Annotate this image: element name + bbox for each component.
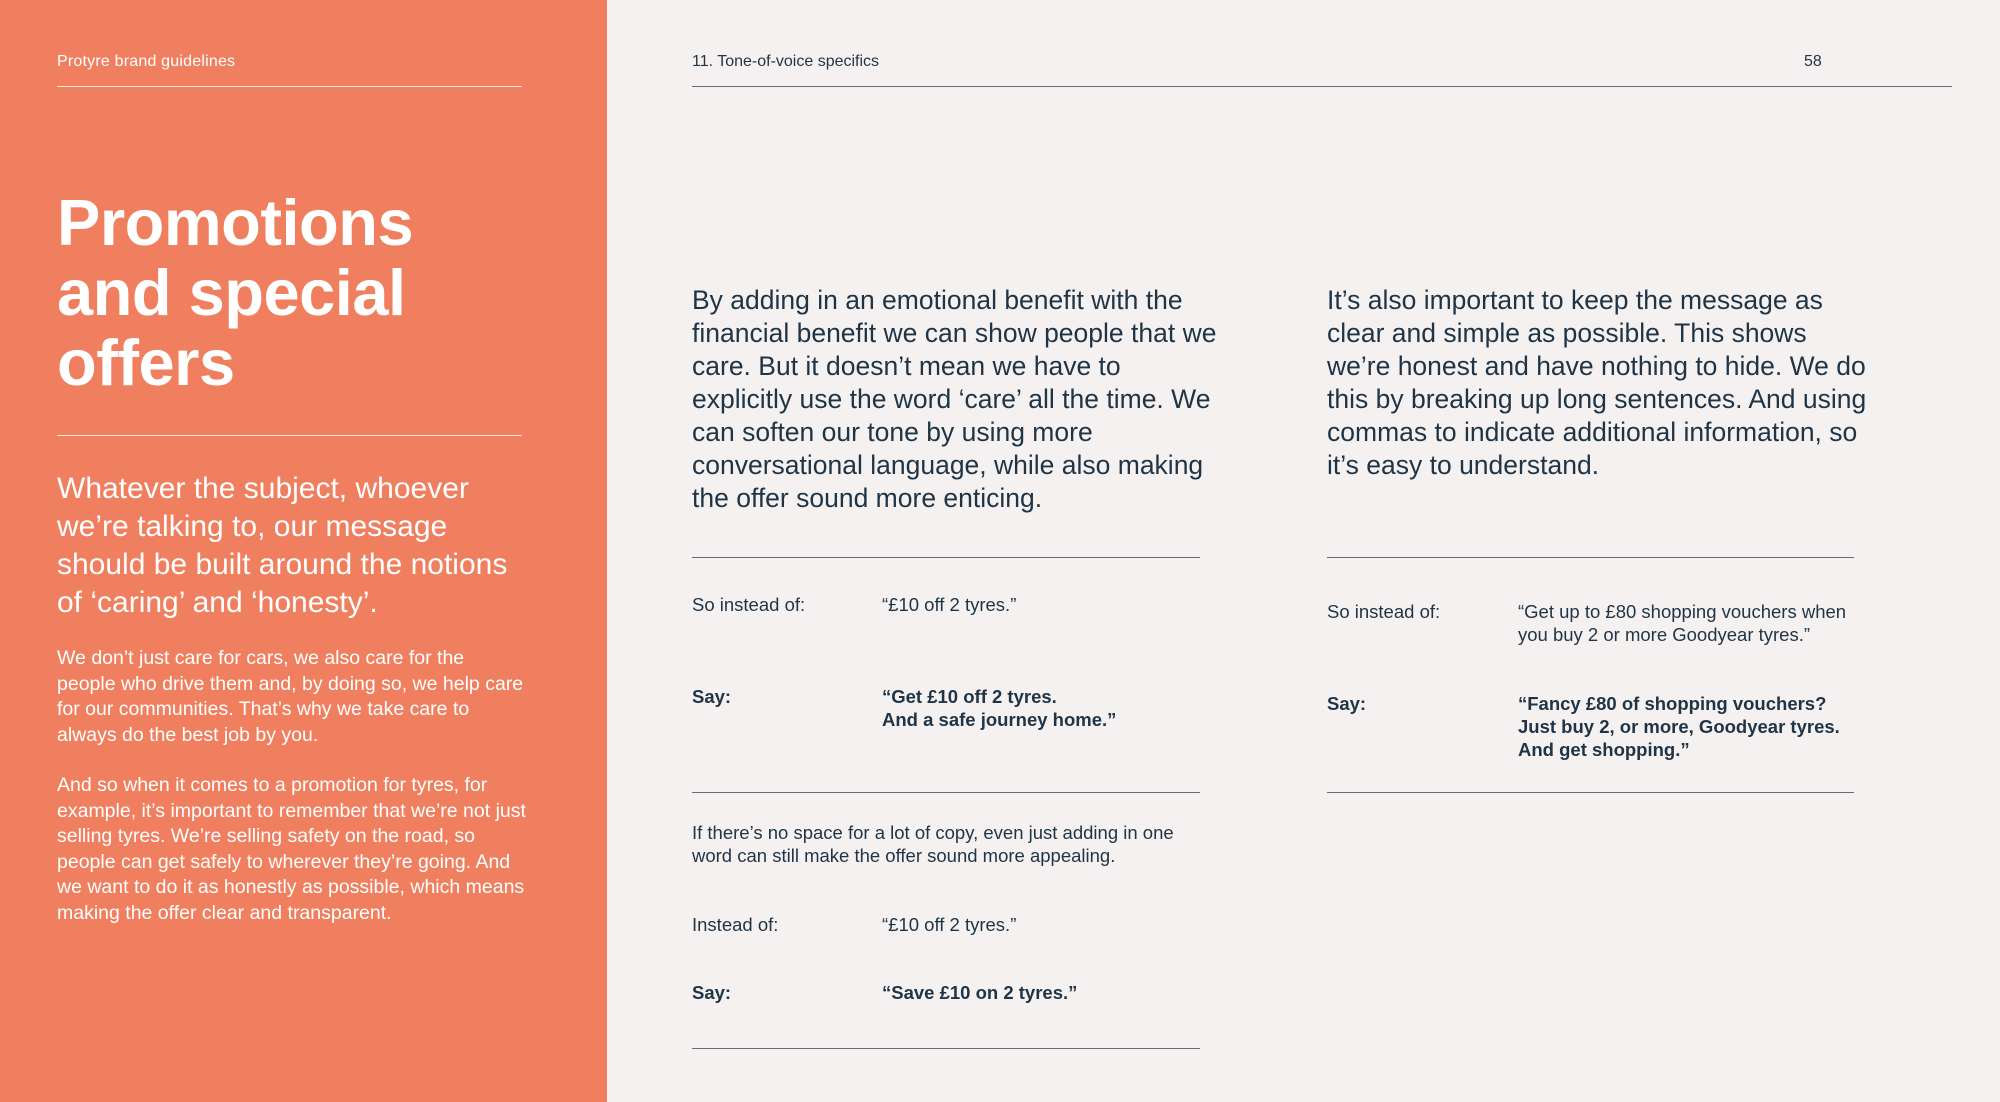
column-1-body: By adding in an emotional benefit with the financial benefit we can show people that we care. But it doesn’t mean we have to explicitly use the word ‘care’ all the time. We can soften our tone by using more conversational language, while also making the offer sound more enticing. [692, 285, 1217, 513]
page-title [57, 188, 557, 398]
sidebar-top-divider [57, 86, 522, 87]
say-quote: “Save £10 on 2 tyres.” [882, 982, 1078, 1003]
column-2-divider [1327, 557, 1854, 558]
instead-label: So instead of: [692, 594, 806, 615]
say-label: Say: [1327, 693, 1367, 714]
section-heading: 11. Tone-of-voice specifics [692, 53, 880, 70]
brand-label: Protyre brand guidelines [57, 53, 236, 70]
sidebar-title-divider [57, 435, 522, 436]
say-line: “Fancy £80 of shopping vouchers? [1518, 693, 1827, 714]
title-line: offers [57, 326, 235, 399]
say-label: Say: [692, 686, 732, 707]
sidebar-intro: Whatever the subject, whoever we’re talking to, our message should be built around the notions of ‘caring’ and ‘honesty’. [57, 472, 508, 619]
say-line: Just buy 2, or more, Goodyear tyres. [1518, 716, 1840, 737]
column-2-divider [1327, 792, 1854, 793]
sidebar-panel [0, 0, 607, 1102]
instead-quote: “£10 off 2 tyres.” [882, 594, 1017, 615]
instead-line: “Get up to £80 shopping vouchers when [1518, 601, 1847, 622]
instead-label: Instead of: [692, 914, 779, 935]
column-1-divider [692, 792, 1200, 793]
say-quote [1518, 692, 1840, 761]
title-line: and special [57, 256, 406, 329]
sidebar-paragraph: And so when it comes to a promotion for tyres, for example, it’s important to remember that we’re not just selling tyres. We’re selling safety on the road, so people can get safely to wherever they’re going. And we want to do it as honestly as possible, which means making the offer clear and transparent. [57, 774, 526, 924]
say-quote [882, 685, 1116, 731]
header-divider [692, 86, 1952, 87]
say-line: And a safe journey home.” [882, 709, 1117, 730]
page-number: 58 [1804, 53, 1822, 70]
column-1-divider [692, 557, 1200, 558]
instead-quote: “£10 off 2 tyres.” [882, 914, 1017, 935]
column-1-note: If there’s no space for a lot of copy, even just adding in one word can still make the offer sound more appealing. [692, 822, 1174, 866]
instead-label: So instead of: [1327, 601, 1441, 622]
column-2-body: It’s also important to keep the message as clear and simple as possible. This shows we’re honest and have nothing to hide. We do this by breaking up long sentences. And using commas to indicate additional information, so it’s easy to understand. [1327, 285, 1867, 480]
instead-quote [1518, 600, 1846, 646]
column-1-divider [692, 1048, 1200, 1049]
say-line: “Get £10 off 2 tyres. [882, 686, 1057, 707]
sidebar-paragraph: We don’t just care for cars, we also care for the people who drive them and, by doing so, we help care for our communities. That’s why we take care to always do the best job by you. [57, 647, 524, 746]
say-label: Say: [692, 982, 732, 1003]
say-line: And get shopping.” [1518, 739, 1690, 760]
title-line: Promotions [57, 186, 414, 259]
instead-line: you buy 2 or more Goodyear tyres.” [1518, 624, 1811, 645]
